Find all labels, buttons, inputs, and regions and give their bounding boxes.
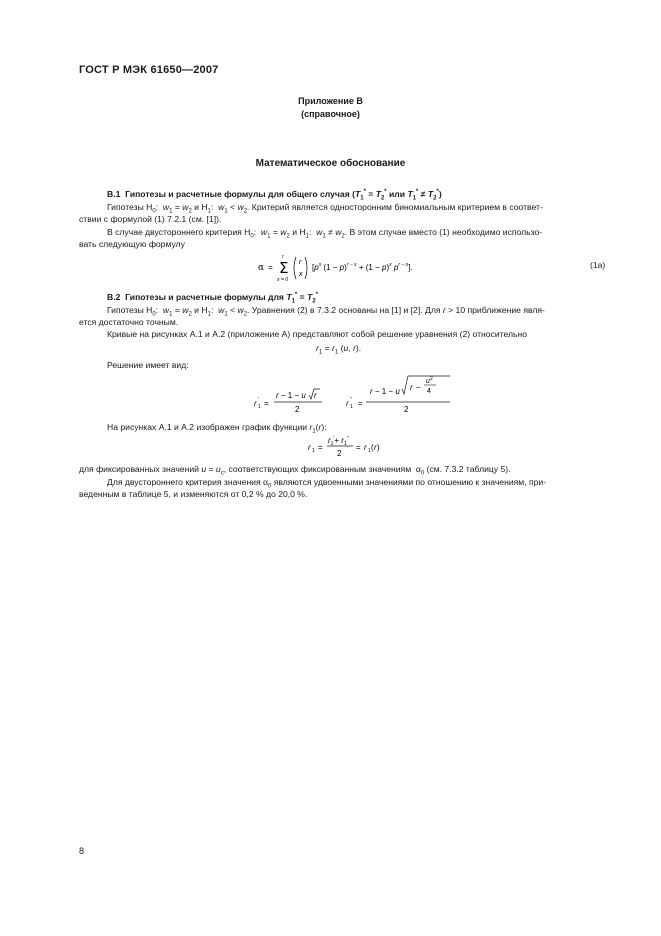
svg-text:r: r	[346, 399, 349, 408]
b1-heading: В.1 Гипотезы и расчетные формулы для общего случая ($T_1^* = T_2^*$ или $T_1^* \ne T_2^*$)	[107, 188, 442, 202]
svg-text:4: 4	[427, 388, 431, 395]
svg-text:2: 2	[404, 405, 409, 414]
svg-text:[px (1 − p)r − x + (1 − p)x pr: [$p^x$ $(1 - p)^{r - x} + (1 - p)^x$ $p^{r - x}$].	[312, 262, 413, 272]
svg-text:1: 1	[312, 448, 315, 454]
b1-paragraph-1b: ствии с формулой (1) 7.2.1 (см. [1]).	[79, 214, 222, 224]
svg-text:=: =	[356, 443, 361, 452]
svg-text:″: ″	[350, 397, 352, 403]
svg-text:r1′+ r1″: $r_1'+ r_1''$	[328, 436, 349, 447]
equation-r1: $r_1 = r_1$ (u, r).	[316, 343, 362, 356]
b2-heading: В.2 Гипотезы и расчетные формулы для $T_1^* = T_2^*$	[107, 291, 318, 305]
b2-paragraph-4: На рисунках А.1 и А.2 изображен график функции $r_1(r)$:	[107, 422, 327, 435]
b2-paragraph-3: Решение имеет вид:	[107, 360, 189, 370]
svg-text:r: r	[308, 443, 311, 452]
svg-text:=: =	[264, 399, 269, 408]
equation-r1-function-graphic	[308, 433, 398, 461]
svg-text:x: x	[299, 271, 303, 278]
svg-text:r: r	[410, 383, 413, 392]
b2-paragraph-5: для фиксированных значений $u = u_c$, соответствующих фиксированным значениям $\alpha_0$ (см. 7.3.2 таблицу 5).	[79, 464, 511, 477]
svg-text:1: 1	[350, 404, 353, 410]
svg-text:−: −	[416, 383, 421, 392]
svg-text:): )	[377, 443, 380, 452]
solution-equations-graphic	[254, 374, 454, 416]
svg-text:2: 2	[337, 449, 342, 458]
b2-paragraph-1b: ется достаточно точным.	[79, 317, 179, 327]
b2-paragraph-6b: веденным в таблице 5, и изменяются от 0,2 % до 20,0 %.	[79, 489, 308, 499]
b1-heading-text: Гипотезы и расчетные формулы для общего случая (	[125, 188, 355, 199]
equation-1a-label: (1а)	[590, 260, 606, 270]
appendix-title: Приложение В	[298, 96, 363, 106]
page-number: 8	[79, 846, 85, 856]
svg-text:1: 1	[258, 404, 261, 410]
b1-paragraph-1: Гипотезы $H_0$: $w_1 = w_2$ и $H_1$: $w_1 < w_2$. Критерий является односторонним биномиальным критерием в соответ-	[107, 202, 543, 215]
svg-text:Σ: Σ	[279, 259, 289, 277]
svg-text:r: r	[282, 254, 284, 260]
svg-text:r: r	[254, 399, 257, 408]
svg-text:2: 2	[295, 405, 300, 414]
b1-heading-number: В.1	[107, 188, 121, 199]
svg-text:r: r	[364, 443, 367, 452]
svg-text:=: =	[268, 263, 273, 272]
equation-1a	[258, 254, 458, 282]
equation-r1-function	[308, 433, 398, 461]
svg-text:r: r	[314, 391, 317, 400]
b1-paragraph-2: В случае двустороннего критерия $H_0$: $w_1 = w_2$ и $H_1$: $w_1 \ne w_2$. В этом случае вместо (1) необходимо использо-	[107, 227, 543, 240]
b2-paragraph-1: Гипотезы $H_0$: $w_1 = w_2$ и $H_1$: $w_1 < w_2$. Уравнения (2) в 7.3.2 основаны на [1] и [2]. Для r > 10 приближение явля-	[107, 305, 545, 318]
svg-text:α: α	[258, 263, 265, 273]
document-header: ГОСТ Р МЭК 61650—2007	[79, 64, 219, 76]
equation-1a-graphic	[258, 254, 458, 282]
svg-text:(: (	[371, 443, 374, 452]
svg-text:′: ′	[258, 397, 259, 403]
svg-text:r: r	[374, 443, 377, 452]
svg-text:r − 1 − u: r − 1 − u	[276, 391, 306, 400]
appendix-subtitle: (справочное)	[301, 109, 360, 119]
svg-text:=: =	[358, 399, 363, 408]
svg-text:1: 1	[368, 448, 371, 454]
svg-text:=: =	[318, 443, 323, 452]
svg-text:x = 0: x = 0	[277, 277, 288, 282]
svg-text:r: r	[299, 259, 302, 266]
svg-text:2: 2	[430, 376, 433, 382]
svg-text:r − 1 − u: r − 1 − u	[370, 387, 400, 396]
b2-paragraph-6: Для двустороннего критерия значения $\alpha_0$ являются удвоенными значениями по отношению к значениям, при-	[107, 477, 547, 490]
svg-text:u: u	[426, 378, 430, 385]
b1-heading-close: )	[438, 188, 442, 199]
b2-heading-number: В.2	[107, 291, 121, 302]
solution-equations	[254, 374, 454, 416]
b2-paragraph-2: Кривые на рисунках А.1 и А.2 (приложение А) представляют собой решение уравнения (2) относительно	[107, 329, 528, 339]
b1-paragraph-2b: вать следующую формулу	[79, 239, 185, 249]
section-title: Математическое обоснование	[255, 158, 406, 169]
